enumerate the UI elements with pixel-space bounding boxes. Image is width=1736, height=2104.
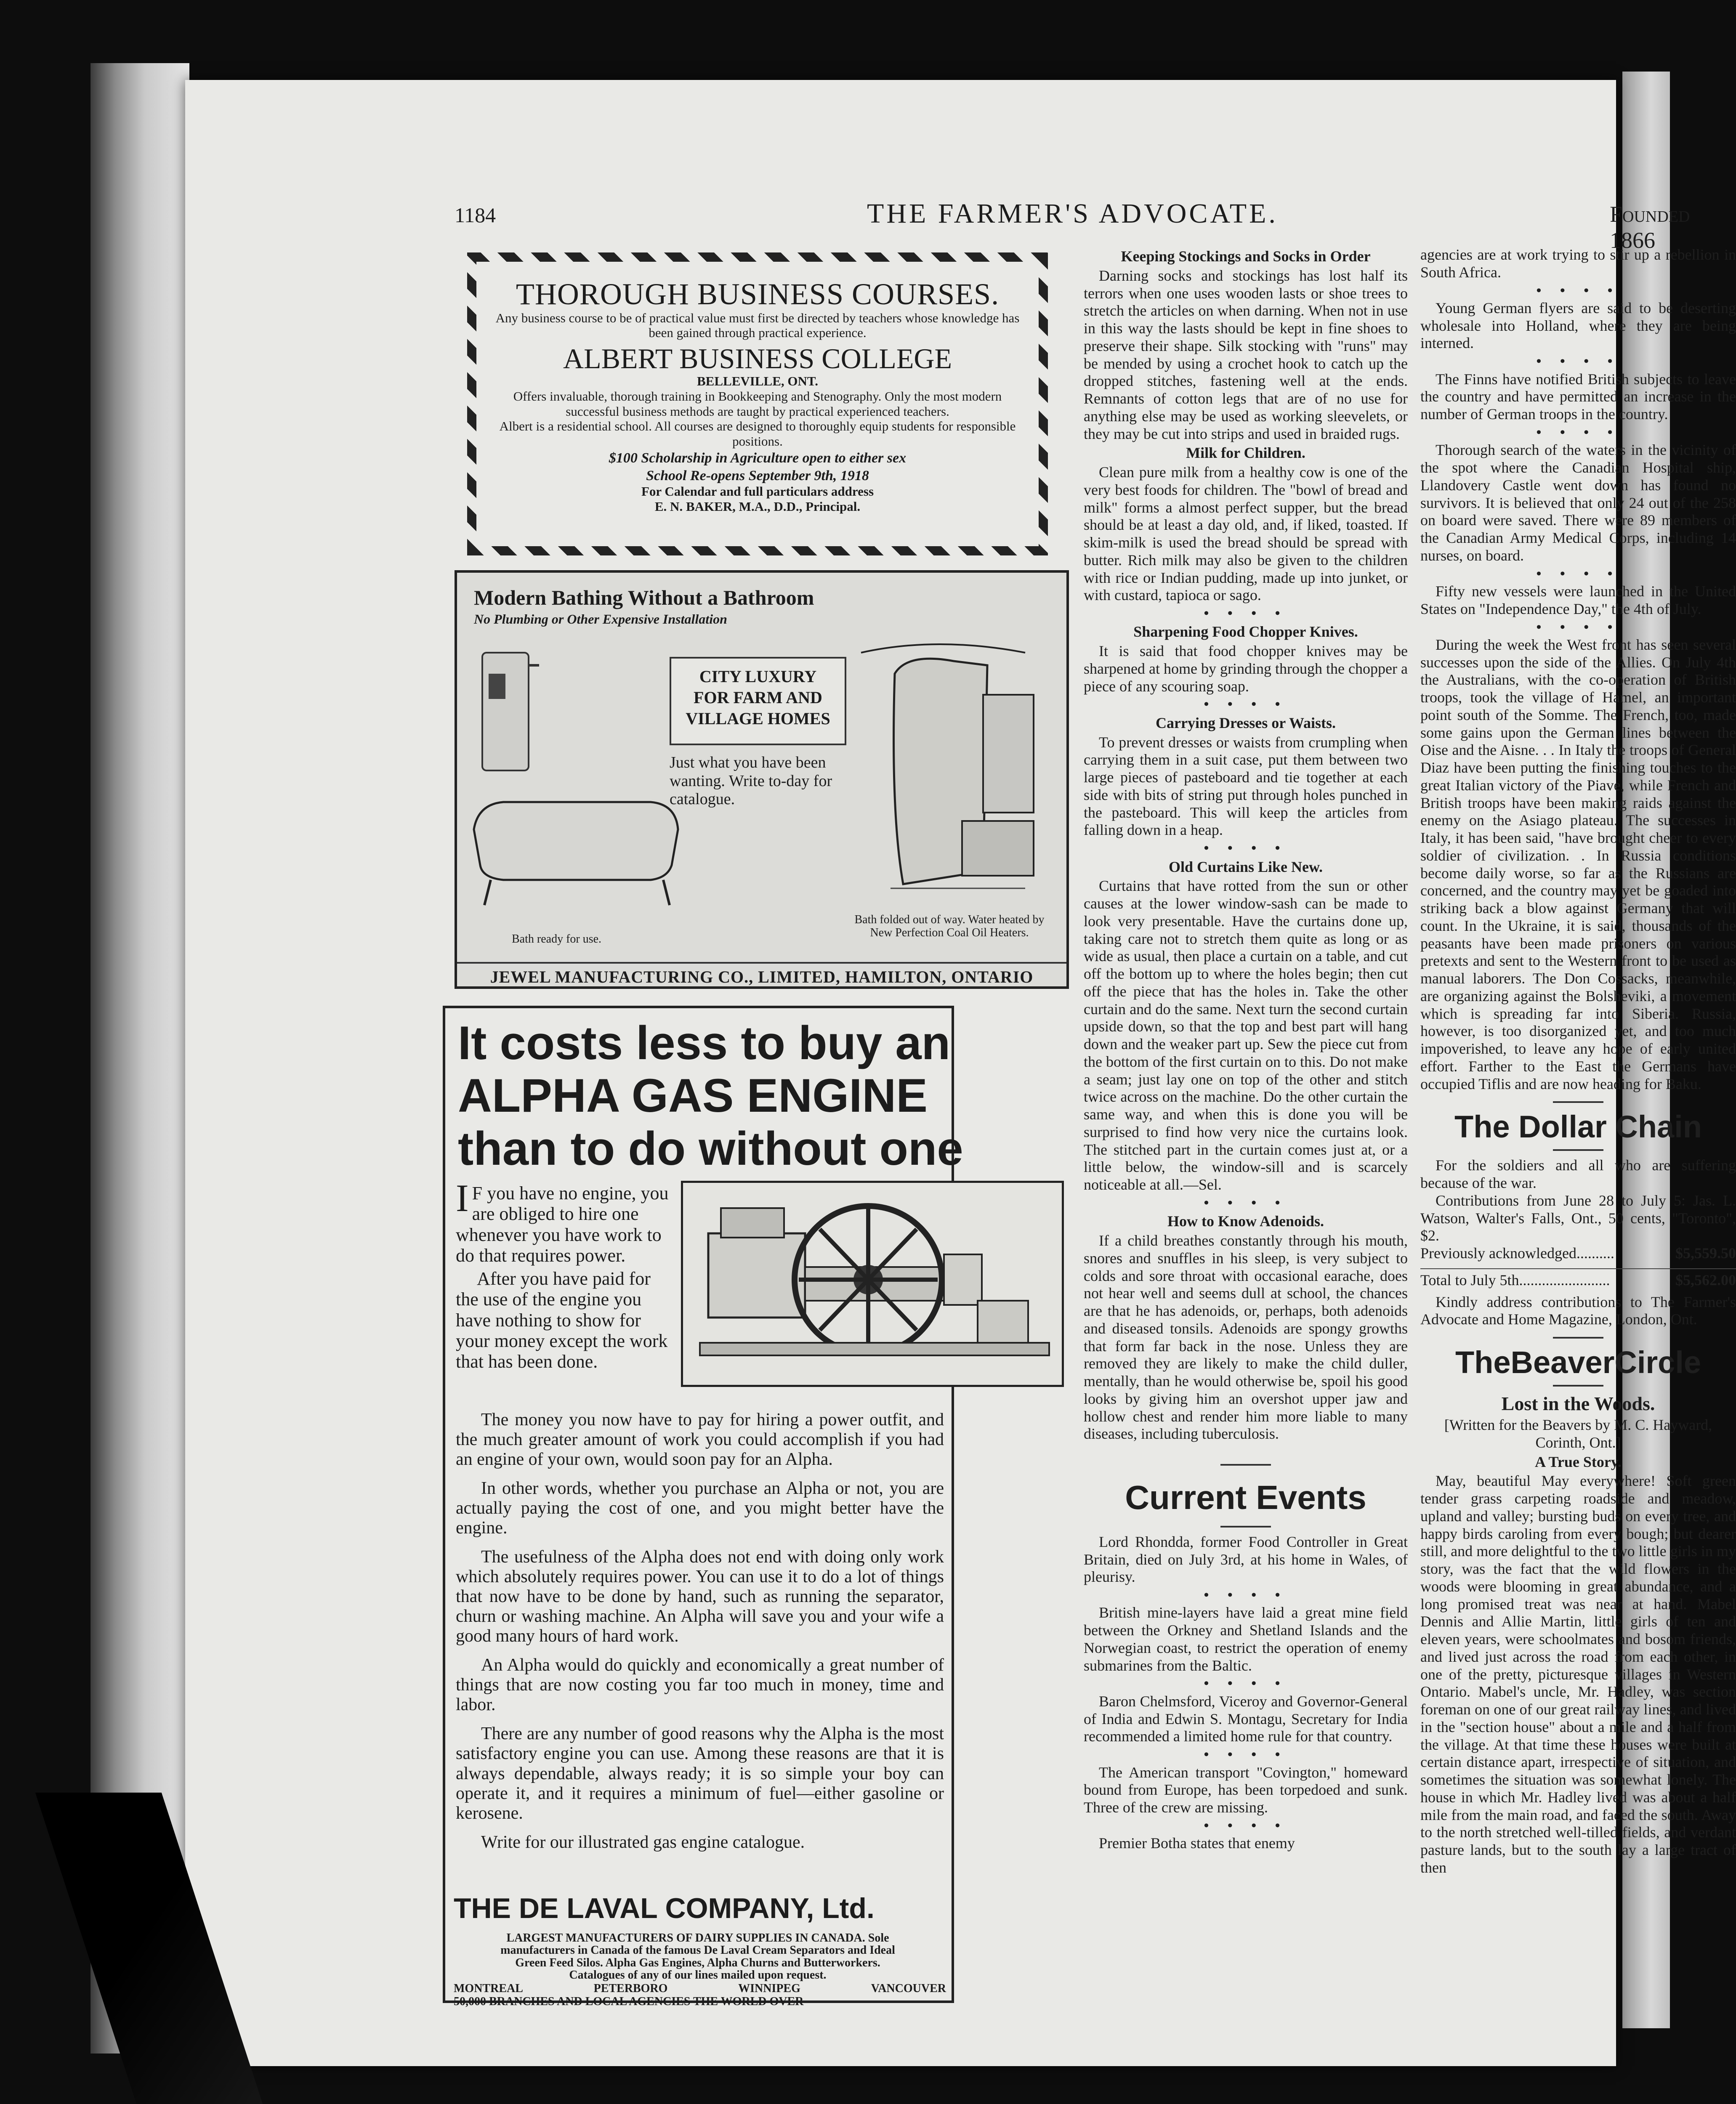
ad-alpha-city: WINNIPEG: [738, 1982, 800, 1995]
separator-dots: • • • •: [1536, 282, 1620, 298]
heading-curtains: Old Curtains Like New.: [1168, 858, 1323, 875]
beaver-circle-title: TheBeaverCircle: [1455, 1345, 1701, 1380]
story-credit: [Written for the Beavers by M. C. Hayward, Corinth, Ont.]: [1444, 1416, 1712, 1451]
heading-knives: Sharpening Food Chopper Knives.: [1133, 623, 1358, 640]
ad-college-principal: E. N. BAKER, M.A., D.D., Principal.: [654, 499, 861, 514]
article-dresses: To prevent dresses or waists from crumpling when carrying them in a suit case, put them between two large pieces of pasteboard and tie together at each side with bits of string put through holes punched in the pasteboard. This will keep the articles from falling down in a heap.: [1084, 733, 1408, 839]
heading-milk: Milk for Children.: [1186, 444, 1305, 462]
ad-bath-headline: Modern Bathing Without a Bathroom: [474, 586, 814, 609]
dollar-chain-previous-label: Previously acknowledged..........: [1420, 1245, 1614, 1262]
heading-stockings: Keeping Stockings and Socks in Order: [1121, 248, 1371, 265]
section-rule: [1553, 1385, 1603, 1387]
separator-dots: • • • •: [1204, 1747, 1288, 1763]
article-knives: It is said that food chopper knives may be sharpened at home by grinding through the chopper a piece of any scouring soap.: [1084, 643, 1408, 695]
separator-dots: • • • •: [1204, 696, 1288, 712]
separator-dots: • • • •: [1204, 1195, 1288, 1211]
ad-alpha-gas-engine: [443, 1006, 963, 2008]
dollar-chain-contributions: Contributions from June 28 to July 5: Jas. L. Watson, Walter's Falls, Ont., 50 cents, "Toronto", $2.: [1420, 1192, 1736, 1244]
ad-alpha-city: MONTREAL: [454, 1982, 523, 1995]
news-mine-field: British mine-layers have laid a great mine field between the Orkney and Shetland Islands and the Norwegian coast, to restrict the operation of enemy submarines from the Baltic.: [1084, 1604, 1408, 1674]
ad-college-headline: THOROUGH BUSINESS COURSES.: [516, 277, 1000, 311]
ad-alpha-branches: 50,000 BRANCHES AND LOCAL AGENCIES THE WORLD OVER: [454, 1995, 804, 2008]
ad-alpha-paragraph: In other words, whether you purchase an Alpha or not, you are actually paying the cost of one, and you might better have the engine.: [456, 1479, 944, 1538]
article-curtains: Curtains that have rotted from the sun or other causes at the lower window-sash can be made to look very presentable. Have the curtains done up, taking care not to stretch them quite as long or as wide as usual, then place a curtain on a table, and cut off the bottom up to where the holes begin; then cut off the piece that has the holes in. Take the other curtain and do the same. Next turn the second curtain upside down, so that the top and best part will hang down and the weaker part up. Sew the piece cut from the bottom of the first curtain on to this. Do not make a seam; just lay one on top of the other and stitch twice across on the machine. Do the other curtain the same way, and when this is done you will be surprised to find how very nice the curtains look. The stitched part in the curtain comes just at, or a little below, the window-sill and is scarcely noticeable at all.—Sel.: [1084, 877, 1408, 1193]
ad-alpha-headline-line-1: It costs less to buy an: [458, 1017, 951, 1069]
ad-alpha-intro-text: F you have no engine, you are obliged to hire one whenever you have work to do that requires power.: [456, 1183, 669, 1266]
section-rule: [1553, 1101, 1603, 1103]
ad-jewel-bath: [455, 570, 1069, 989]
ad-bath-caption-left: Bath ready for use.: [512, 932, 602, 946]
separator-dots: • • • •: [1536, 353, 1620, 369]
ad-alpha-intro: [456, 1177, 675, 1372]
separator-dots: • • • •: [1204, 1676, 1288, 1692]
ad-alpha-paragraph: The usefulness of the Alpha does not end with doing only work which absolutely requires power. You can use it to do a lot of things that now have to be done by hand, such as running the separator, churn or washing machine. An Alpha will save you and your wife a good many hours of hard work.: [456, 1547, 944, 1646]
ad-business-college: [467, 252, 1048, 555]
ad-bath-feature-box: [670, 657, 846, 745]
ad-college-offers: Offers invaluable, thorough training in Bookkeeping and Stenography. Only the most modern successful business methods are taught by practical experienced teachers.: [513, 388, 1002, 419]
ad-alpha-headline-line-3: than to do without one: [458, 1122, 963, 1175]
ad-college-scholarship: $100 Scholarship in Agriculture open to either sex: [609, 450, 907, 466]
ad-alpha-fineprint: LARGEST MANUFACTURERS OF DAIRY SUPPLIES IN CANADA. Sole manufacturers in Canada of the famous De Laval Cream Separators and Ideal Green Feed Silos. Alpha Gas Engines, Alpha Churns and Butterworkers. Catalogues of any of our lines mailed upon request.: [500, 1931, 895, 1982]
ad-college-intro: Any business course to be of practical value must first be directed by teachers whose knowledge has been gained through practical experience.: [495, 310, 1020, 340]
right-column: [1420, 246, 1736, 2104]
dollar-chain-previous-row: [1420, 1245, 1736, 1262]
ad-college-calendar: For Calendar and full particulars address: [641, 484, 874, 499]
section-rule: [1220, 1464, 1271, 1466]
dollar-chain-title: The Dollar Chain: [1454, 1109, 1702, 1145]
ad-alpha-paragraph: There are any number of good reasons why the Alpha is the most satisfactory engine you can use. Among these reasons are that it is always dependable, always ready; it is so simple your boy can operate it, and it requires a minimum of fuel—either gasoline or kerosene.: [456, 1724, 944, 1823]
separator-dots: • • • •: [1204, 606, 1288, 621]
news-war-summary: During the week the West front has seen several successes upon the side of the Allies. On July 4th the Australians, with the co-operation of British troops, took the village of Hamel, an important point south of the Somme. The French, too, made some gains upon the German lines between the Oise and the Aisne. . . In Italy the troops of General Diaz have been putting the finishing touches to the great Italian victory of the Piave, while French and British troops have been making raids against the enemy on the Asiago plateau. The successes in Italy, it has been said, "have brought cheer to every soldier of civilization. . In Russia conditions become daily worse, so far as the Russians are concerned, and the country may yet be goaded into striking back a blow against Germany that will count. In the Ukraine, it is said, thousands of the peasants have been made prisoners on various pretexts and sent to the Western front to be used as manual laborers. The Don Cossacks, meanwhile, are organizing against the Bolsheviki, a movement which is spreading far into Siberia. Russia, however, is too disorganized yet, and too much impoverished, to leave any hope of early united effort. Farther to the East the Germans have occupied Tiflis and are now heading for Baku.: [1420, 636, 1736, 1092]
story-title: Lost in the Woods.: [1501, 1392, 1655, 1414]
ad-alpha-city: VANCOUVER: [871, 1982, 946, 1995]
heading-dresses: Carrying Dresses or Waists.: [1156, 714, 1336, 731]
ad-bath-box-line-3: VILLAGE HOMES: [686, 709, 830, 728]
ad-bath-caption-right: Bath folded out of way. Water heated by New Perfection Coal Oil Heaters.: [854, 913, 1045, 939]
ad-alpha-paragraph: An Alpha would do quickly and economically a great number of things that are now costing you far too much in money, time and labor.: [456, 1655, 944, 1715]
current-events-title: Current Events: [1125, 1479, 1366, 1516]
news-german-flyers: Young German flyers are said to be deserting wholesale into Holland, where they are being interned.: [1420, 299, 1736, 352]
section-rule: [1220, 1526, 1271, 1528]
founded-year: Founded 1866: [1610, 202, 1690, 253]
ad-bath-footer: JEWEL MANUFACTURING CO., LIMITED, HAMILTON, ONTARIO: [457, 962, 1066, 987]
ad-bath-copy: Just what you have been wanting. Write to-day for catalogue.: [670, 754, 832, 808]
engine-illustration-frame: [681, 1181, 1064, 1387]
news-south-africa: agencies are at work trying to stir up a rebellion in South Africa.: [1420, 246, 1736, 281]
separator-dots: • • • •: [1204, 1587, 1288, 1603]
article-stockings: Darning socks and stockings has lost half its terrors when one uses wooden lasts or shoe trees to stretch the articles on when darning. When not in use in this way the lasts should be kept in fine shoes to preserve their shape. Silk stocking with "runs" may be mended by using a crochet hook to catch up the dropped stitches, fastening well at the ends. Remnants of cotton legs that are of no use for anything else may be used as working sleevelets, or they may be cut into strips and used in braided rugs.: [1084, 267, 1408, 442]
ad-college-reopens: School Re-opens September 9th, 1918: [646, 468, 869, 484]
separator-dots: • • • •: [1204, 1817, 1288, 1833]
story-text: May, beautiful May everywhere! Soft green tender grass carpeting roadside and meadow, upland and valley; bursting buds on every tree, and happy birds caroling from every bough; but dearer still, and more delightful to the two little girls in my story, was the fact that the wild flowers in the woods were blooming in great abundance, and a long promised treat was near at hand. Mabel Dennis and Allie Martin, little girls of ten and eleven years, were schoolmates and bosom friends, and lived just across the road from each other, in one of the pretty, picturesque villages in Western Ontario. Mabel's uncle, Mr. Hadley, was section foreman on one of our great railway lines, and lived in the "section house" about a mile and a half from the village. At that time these houses were built at certain distance apart, irrespective of situation, and sometimes the situation was somewhat lonely. The house in which Mr. Hadley lived was about a half mile from the main road, and faced the south. Away to the north stretched well-tilled fields, and verdant pasture lands, but to the south lay a large tract of then: [1420, 1472, 1736, 1876]
middle-column: [1084, 246, 1408, 2104]
ad-bath-box-line-2: FOR FARM AND: [694, 688, 822, 707]
separator-dots: • • • •: [1536, 424, 1620, 440]
news-finns: The Finns have notified British subjects to leave the country and have permitted an increase in the number of German troops in the country.: [1420, 370, 1736, 423]
dollar-chain-address: Kindly address contributions to The Farmer's Advocate and Home Magazine, London, Ont.: [1420, 1293, 1736, 1328]
news-chelmsford: Baron Chelmsford, Viceroy and Governor-General of India and Edwin S. Montagu, Secretary for India recommended a limited home rule for that country.: [1084, 1692, 1408, 1745]
book-binding-edge: [90, 63, 189, 2054]
ad-college-name: ALBERT BUSINESS COLLEGE: [563, 342, 952, 375]
story-subtitle: A True Story.: [1535, 1453, 1622, 1470]
ad-alpha-headline: [458, 1017, 963, 1175]
dollar-chain-total-label: Total to July 5th........................: [1420, 1271, 1610, 1288]
ad-bath-subheadline: No Plumbing or Other Expensive Installation: [474, 611, 727, 627]
heading-adenoids: How to Know Adenoids.: [1167, 1213, 1324, 1230]
separator-dots: • • • •: [1536, 619, 1620, 635]
ad-alpha-headline-line-2: ALPHA GAS ENGINE: [458, 1069, 928, 1122]
news-rhondda: Lord Rhondda, former Food Controller in Great Britain, died on July 3rd, at his home in Wales, of pleurisy.: [1084, 1533, 1408, 1586]
ad-alpha-paragraph: The money you now have to pay for hiring a power outfit, and the much greater amount of work you could accomplish if you had an engine of your own, would soon pay for an Alpha.: [456, 1410, 944, 1469]
separator-dots: • • • •: [1536, 566, 1620, 582]
section-rule: [1553, 1149, 1603, 1151]
ad-alpha-cities: [454, 1982, 946, 2008]
dollar-chain-total-row: [1420, 1272, 1736, 1289]
dollar-chain-intro: For the soldiers and all who are suffering because of the war.: [1420, 1157, 1736, 1192]
total-rule: [1420, 1268, 1736, 1269]
masthead: THE FARMER'S ADVOCATE.: [867, 198, 1278, 229]
ad-college-city: BELLEVILLE, ONT.: [697, 374, 818, 389]
ad-alpha-paragraph: Write for our illustrated gas engine catalogue.: [481, 1832, 805, 1852]
dollar-chain-total-value: $5,562.00: [1675, 1271, 1736, 1288]
page-number: 1184: [455, 203, 496, 227]
newspaper-page: [185, 80, 1736, 2066]
news-vessels: Fifty new vessels were launched in the United States on "Independence Day," the 4th of July.: [1420, 583, 1736, 617]
article-adenoids: If a child breathes constantly through his mouth, snores and snuffles in his sleep, is very subject to colds and sore throat with occasional earache, does not hear well and seems dull at school, the chances are that he has adenoids, or, perhaps, both adenoids and diseased tonsils. Adenoids are spongy growths that form far back in the nose. Unless they are removed they are likely to make the child duller, mentally, than he would otherwise be, spoil his good looks by giving him an overshot upper jaw and hollow chest and render him more liable to many diseases, including tuberculosis.: [1084, 1232, 1408, 1443]
ad-alpha-body: [456, 1410, 944, 1862]
news-covington: The American transport "Covington," homeward bound from Europe, has been torpedoed and sunk. Three of the crew are missing.: [1084, 1764, 1408, 1816]
ad-alpha-dropcap: I: [456, 1177, 469, 1219]
ad-bath-box-line-1: CITY LUXURY: [699, 667, 817, 686]
ad-alpha-intro-2: After you have paid for the use of the engine you have nothing to show for your money except the work that has been done.: [456, 1268, 668, 1372]
ad-college-residential: Albert is a residential school. All courses are designed to thoroughly equip students for responsible positions.: [499, 419, 1016, 449]
news-llandovery-castle: Thorough search of the waters in the vicinity of the spot where the Canadian Hospital ship, Llandovery Castle went down has found no survivors. It is believed that only 24 out of the 258 on board were saved. There were 89 members of the Canadian Army Medical Corps, including 14 nurses, on board.: [1420, 441, 1736, 564]
ad-alpha-company: THE DE LAVAL COMPANY, Ltd.: [454, 1892, 875, 1924]
gas-engine-icon: [683, 1183, 1058, 1381]
dollar-chain-previous-value: $5,559.50: [1675, 1245, 1736, 1262]
news-botha: Premier Botha states that enemy: [1099, 1835, 1295, 1852]
ad-alpha-city: PETERBORO: [593, 1982, 668, 1995]
separator-dots: • • • •: [1204, 840, 1288, 856]
article-milk: Clean pure milk from a healthy cow is one of the very best foods for children. The "bowl of bread and milk" forms a almost perfect supper, but the bread should be at least a day old, and, if liked, toasted. If skim-milk is used the bread should be spread with butter. Rich milk may also be given to the children with rice or Indian pudding, made up into junket, or with custard, tapioca or sago.: [1084, 464, 1408, 604]
section-rule: [1553, 1337, 1603, 1339]
